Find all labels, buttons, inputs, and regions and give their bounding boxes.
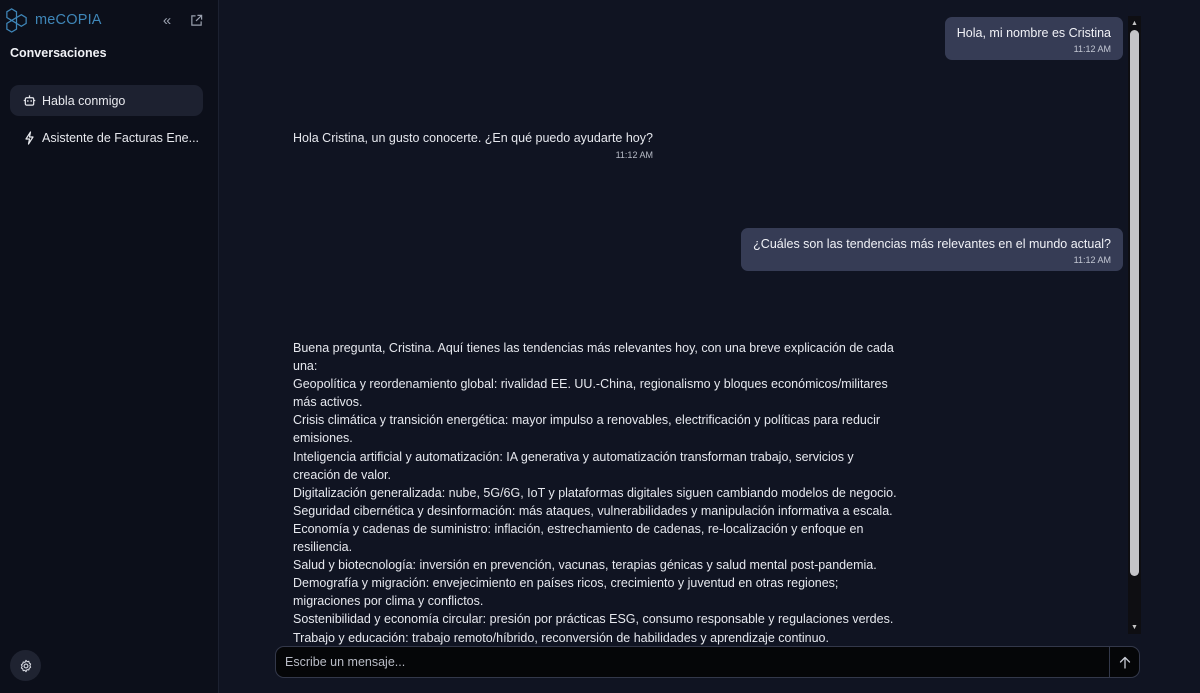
app-logo[interactable] [3, 6, 102, 33]
arrow-up-icon [1119, 656, 1131, 669]
message-text: Hola, mi nombre es Cristina [956, 26, 1111, 40]
sidebar-item-label: Asistente de Facturas Ene... [42, 130, 200, 145]
message-line: Inteligencia artificial y automatización: IA generativa y automatización transforman trabajo, servicios y creación de valor. [293, 449, 854, 482]
assistant-message [293, 339, 898, 665]
new-chat-button[interactable] [187, 11, 205, 29]
message-line: Buena pregunta, Cristina. Aquí tienes las tendencias más relevantes hoy, con una breve explicación de cada una: [293, 341, 894, 374]
message-line: Digitalización generalizada: nube, 5G/6G, IoT y plataformas digitales siguen cambiando modelos de negocio. [293, 485, 897, 500]
scrollbar-thumb[interactable] [1130, 30, 1139, 576]
sidebar-item-habla-conmigo[interactable] [10, 85, 203, 116]
chat-messages-area[interactable] [220, 0, 1128, 645]
logo-text: meCOPIA [35, 11, 102, 28]
message-line: Salud y biotecnología: inversión en prevención, vacunas, terapias génicas y salud mental post-pandemia. [293, 558, 877, 573]
logo-hexagon-icon [3, 6, 30, 33]
collapse-sidebar-button[interactable] [158, 11, 176, 29]
sidebar-item-label: Habla conmigo [42, 93, 126, 108]
message-text: Hola Cristina, un gusto conocerte. ¿En qué puedo ayudarte hoy? [293, 131, 653, 145]
send-button[interactable] [1110, 647, 1140, 677]
external-link-icon [190, 14, 203, 27]
message-line: Economía y cadenas de suministro: inflación, estrechamiento de cadenas, re-localización y enfoque en resiliencia. [293, 521, 864, 555]
message-line: Crisis climática y transición energética: mayor impulso a renovables, electrificación y políticas para reducir emisiones. [293, 413, 881, 446]
lightning-icon [22, 131, 36, 145]
user-message [741, 228, 1123, 271]
double-chevron-left-icon: « [162, 11, 172, 29]
message-line: Seguridad cibernética y desinformación: más ataques, vulnerabilidades y manipulación informativa a escala. [293, 503, 893, 518]
scroll-down-arrow-icon[interactable]: ▼ [1131, 623, 1138, 631]
robot-icon [22, 94, 36, 108]
message-line: Geopolítica y reordenamiento global: rivalidad EE. UU.-China, regionalismo y bloques económicos/militares más activos. [293, 377, 888, 410]
scroll-up-arrow-icon[interactable]: ▲ [1131, 19, 1138, 27]
message-line: Demografía y migración: envejecimiento en países ricos, crecimiento y juventud en otras regiones; migraciones por clima y conflictos. [293, 576, 839, 609]
message-line: Trabajo y educación: trabajo remoto/híbrido, reconversión de habilidades y aprendizaje continuo. [293, 630, 829, 645]
message-composer [275, 646, 1140, 678]
gear-icon [19, 659, 33, 673]
user-message [945, 17, 1123, 60]
settings-button[interactable] [10, 650, 41, 681]
message-line: Sostenibilidad y economía circular: presión por prácticas ESG, consumo responsable y regulaciones verdes. [293, 612, 894, 627]
sidebar-item-asistente-facturas[interactable] [10, 122, 203, 153]
sidebar-title: Conversaciones [10, 46, 107, 60]
sidebar [0, 0, 219, 693]
message-timestamp: 11:12 AM [615, 150, 653, 161]
message-text: ¿Cuáles son las tendencias más relevantes en el mundo actual? [753, 237, 1111, 251]
chat-scrollbar[interactable] [1128, 16, 1141, 634]
assistant-message [293, 129, 653, 161]
message-input[interactable] [276, 647, 1109, 677]
message-timestamp: 11:12 AM [1073, 255, 1111, 265]
message-timestamp: 11:12 AM [1073, 44, 1111, 54]
